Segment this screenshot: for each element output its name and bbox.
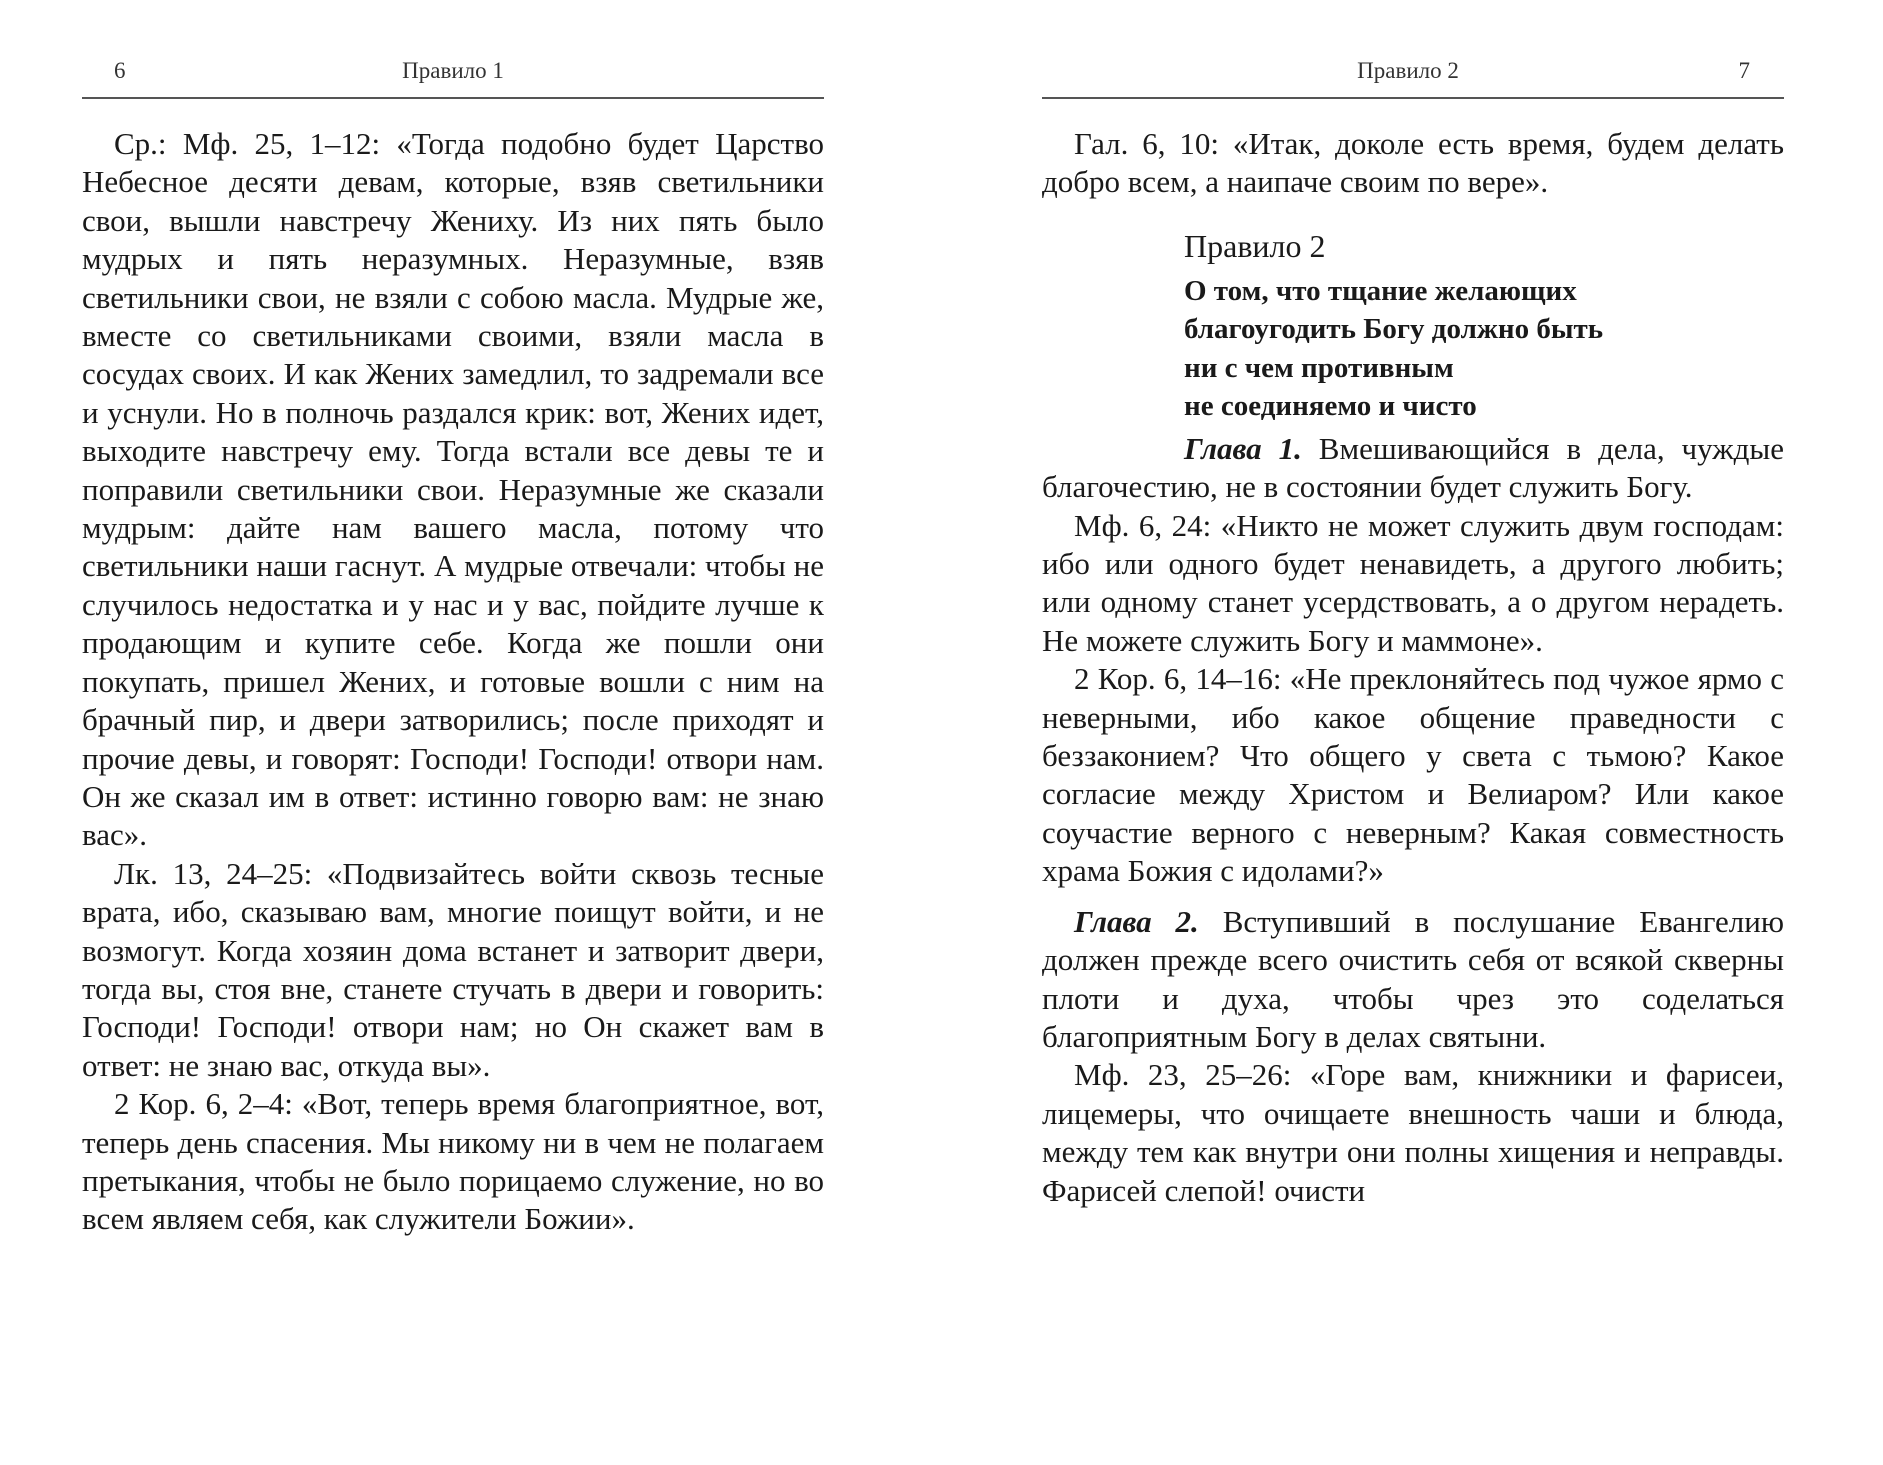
chapter-text: Вмешивающийся в дела, чуждые благочестию, не в состоянии будет служить Богу. — [1042, 430, 1784, 505]
running-title: Правило 2 — [1357, 58, 1459, 83]
running-head — [82, 58, 824, 88]
paragraph: 2 Кор. 6, 2–4: «Вот, теперь время благоприятное, вот, теперь день спасения. Мы никому ни в чем не полагаем претыкания, чтобы не было порицаемо служение, но во всем являем себя, как служители Божии». — [82, 1086, 824, 1237]
rule-subtitle — [1184, 272, 1784, 426]
quote-paragraph: Мф. 6, 24: «Никто не может служить двум господам: ибо или одного будет ненавидеть, а другого любить; или одному станет усердствовать, а о другом нерадеть. Не можете служить Богу и маммоне». — [1042, 507, 1784, 658]
subtitle-line: О том, что тщание желающих — [1184, 274, 1577, 307]
body-text — [1042, 125, 1784, 1210]
paragraph: Ср.: Мф. 25, 1–12: «Тогда подобно будет Царство Небесное десяти девам, которые, взяв светильники свои, вышли навстречу Жениху. Из них пять было мудрых и пять неразумных. Неразумные, взяв светильники свои, не взяли с собою масла. Мудрые же, вместе со светильниками своими, взяли масла в сосудах своих. И как Жених замедлил, то задремали все и уснули. Но в полночь раздался крик: вот, Жених идет, выходите навстречу ему. Тогда встали все девы те и поправили светильники свои. Неразумные же сказали мудрым: дайте нам вашего масла, потому что светильники наши гаснут. А мудрые отвечали: чтобы не случилось недостатка и у нас и у вас, пойдите лучше к продающим и купите себе. Когда же пошли они покупать, пришел Жених, и готовые вошли с ним на брачный пир, и двери затворились; после приходят и прочие девы, и говорят: Господи! Господи! отвори нам. Он же сказал им в ответ: истинно говорю вам: не знаю вас». — [82, 126, 824, 853]
quote-paragraph: Мф. 23, 25–26: «Горе вам, книжники и фарисеи, лицемеры, что очищаете внешность чаши и блюда, между тем как внутри они полны хищения и неправды. Фарисей слепой! очисти — [1042, 1057, 1784, 1208]
chapter-1-paragraph — [1042, 430, 1784, 507]
chapter-label: Глава 1. — [1184, 430, 1302, 466]
chapter-label: Глава 2. — [1074, 903, 1199, 939]
header-rule — [82, 97, 824, 99]
page-number: 7 — [1738, 58, 1750, 83]
rule-heading-block — [1042, 226, 1784, 426]
quote-paragraph: 2 Кор. 6, 14–16: «Не преклоняйтесь под чужое ярмо с неверными, ибо какое общение праведности с беззаконием? Что общего у света с тьмою? Какое согласие между Христом и Велиаром? Или какое соучастие верного с неверным? Какая совместность храма Божия с идолами?» — [1042, 661, 1784, 889]
body-text — [82, 125, 824, 1239]
chapter-text: Вступивший в послушание Евангелию должен прежде всего очистить себя от всякой скверны плоти и духа, чтобы чрез это соделаться благоприятным Богу в делах святыни. — [1042, 903, 1784, 1054]
intro-paragraph: Гал. 6, 10: «Итак, доколе есть время, будем делать добро всем, а наипаче своим по вере». — [1042, 126, 1784, 200]
header-rule — [1042, 97, 1784, 99]
chapter-2-paragraph — [1042, 903, 1784, 1057]
page-number: 6 — [114, 58, 126, 83]
subtitle-line: не соединяемо и чисто — [1184, 390, 1477, 423]
subtitle-line: благоугодить Богу должно быть — [1184, 313, 1604, 346]
running-title: Правило 1 — [402, 58, 504, 83]
paragraph: Лк. 13, 24–25: «Подвизайтесь войти сквозь тесные врата, ибо, сказываю вам, многие поищут войти, и не возмогут. Когда хозяин дома встанет и затворит двери, тогда вы, стоя вне, станете стучать в двери и говорить: Господи! Господи! отвори нам; но Он скажет вам в ответ: не знаю вас, откуда вы». — [82, 855, 824, 1083]
rule-heading: Правило 2 — [1184, 227, 1326, 264]
running-head — [1042, 58, 1784, 88]
subtitle-line: ни с чем противным — [1184, 351, 1454, 384]
